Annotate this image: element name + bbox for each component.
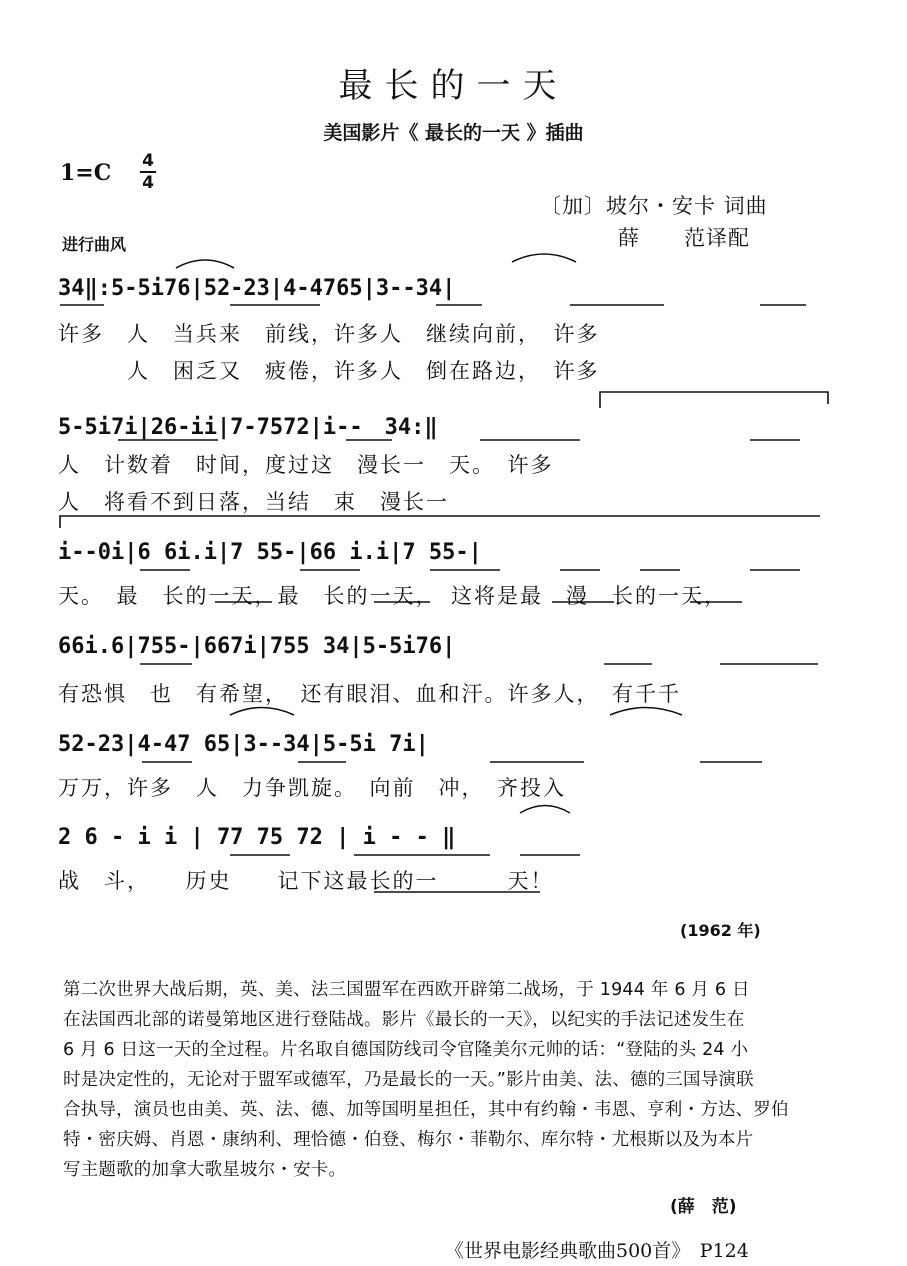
song-subtitle: 美国影片《 最长的一天 》插曲 [323,122,584,144]
score-line-4-notes: 66i.6|755-|667i|755 34|5-5i76| [58,634,456,659]
score-line-5-notes: 52-23|4-47 65|3--34|5-5i 7i| [58,732,429,757]
key-signature: 1=C [60,160,112,186]
score-line-3-notes: i--0i|6 6i.i|7 55-|66 i.i|7 55-| [58,540,482,565]
score-line-1-lyrics-verse-2: 人 困乏又 疲倦，许多人 倒在路边， 许多 [58,359,600,383]
slur [512,254,576,262]
author-credit: 〔加〕坡尔・安卡 词曲 [540,194,768,218]
score-line-6-notes: 2 6 - i i | 77 75 72 | i - - ‖ [58,825,456,850]
score-line-5-lyrics: 万万，许多 人 力争凯旋。 向前 冲， 齐投入 [58,776,566,800]
description-line: 6 月 6 日这一天的全过程。片名取自德国防线司令官隆美尔元帅的话：“登陆的头 24 小 [63,1040,749,1060]
score-line-2-lyrics-verse-2: 人 将看不到日落，当结 束 漫长一 [58,490,449,514]
year-label: (1962 年) [680,921,761,940]
score-line-4-lyrics: 有恐惧 也 有希望， 还有眼泪、血和汗。许多人， 有千千 [58,682,681,706]
song-title: 最长的一天 [338,66,569,106]
description-line: 合执导，演员也由美、英、法、德、加等国明星担任，其中有约翰・韦恩、亨利・方达、罗伯 [63,1100,789,1120]
first-ending-bracket [600,392,828,408]
score-line-1-lyrics-verse-1: 许多 人 当兵来 前线，许多人 继续向前， 许多 [58,322,600,346]
score-line-1-notes: 34‖:5-5i76|52-23|4-4765|3--34| [58,276,456,301]
score-line-2-notes: 5-5i7i|26-ii|7-7572|i-- 34:‖ [58,415,438,440]
translator-credit: 薛 范译配 [618,226,750,250]
description-line: 时是决定性的，无论对于盟军或德军，乃是最长的一天。”影片由美、法、德的三国导演联 [63,1070,754,1090]
score-line-6-lyrics: 战 斗， 历史 记下这最长的一 天！ [58,869,554,893]
description-line: 特・密庆姆、肖恩・康纳利、理恰德・伯登、梅尔・菲勒尔、库尔特・尤根斯以及为本片 [63,1130,754,1150]
slur [520,806,570,814]
second-ending-bracket [60,516,820,528]
author-signature: (薛 范) [670,1197,737,1217]
slur [230,708,294,716]
time-signature-top: 4 [140,151,156,173]
slur [610,708,682,716]
time-signature-bottom: 4 [142,173,154,193]
tempo-marking: 进行曲风 [62,235,127,254]
description-line: 写主题歌的加拿大歌星坡尔・安卡。 [63,1160,347,1180]
description-line: 第二次世界大战后期，英、美、法三国盟军在西欧开辟第二战场，于 1944 年 6 月 6 日 [63,980,750,1000]
score-line-3-lyrics: 天。 最 长的一天，最 长的一天， 这将是最 漫 长的一天， [58,584,727,608]
description-line: 在法国西北部的诺曼第地区进行登陆战。影片《最长的一天》，以纪实的手法记述发生在 [63,1010,745,1030]
score-line-2-lyrics-verse-1: 人 计数着 时间，度过这 漫长一 天。 许多 [58,453,554,477]
slur [176,260,234,268]
description-paragraph [63,975,833,1185]
source-citation: 《世界电影经典歌曲500首》 P124 [445,1240,749,1262]
